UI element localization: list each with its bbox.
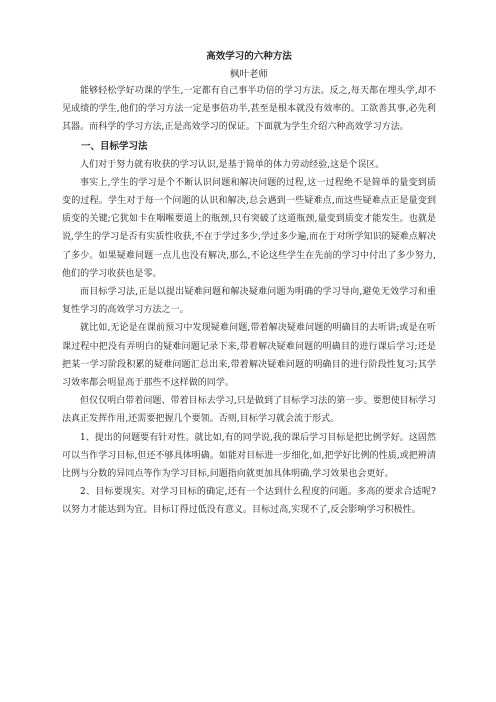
section-heading: 一、目标学习法 (81, 140, 148, 152)
document-page (62, 50, 436, 520)
document-title: 高效学习的六种方法 (206, 51, 292, 62)
intro-paragraph: 能够轻松学好功课的学生,一定都有自己事半功倍的学习方法。反之,每天都在埋头学,却不见成绩的学生,他们的学习方法一定是事倍功半,甚至是根本就没有效率的。工欲善其事,必先利其器。而科学的学习方法,正是高效学习的保证。下面就为学生介绍六种高效学习方法。 (62, 86, 436, 133)
body-paragraph: 就比如,无论是在课前预习中发现疑难问题,带着解决疑难问题的明确目的去听讲;或是在听课过程中把没有弄明白的疑难问题记录下来,带着解决疑难问题的明确目的进行课后学习;还是把某一学习阶段积累的疑难问题汇总出来,带着解决疑难问题的明确目的进行阶段性复习;其学习效率都会明显高于那些不这样做的同学。 (62, 323, 436, 389)
list-item-paragraph: 1、提出的问题要有针对性。就比如,有的同学说,我的课后学习目标是把比例学好。这固然可以当作学习目标,但还不够具体明确。如能对目标进一步细化,如,把学好比例的性质,或把辨清比例与分数的异同点等作为学习目标,问题指向就更加具体明确,学习效果也会更好。 (62, 432, 436, 480)
list-item-paragraph: 2、目标要现实。对学习目标的确定,还有一个达到什么程度的问题。多高的要求合适呢?以努力才能达到为宜。目标订得过低没有意义。目标过高,实现不了,反会影响学习积极性。 (62, 487, 436, 516)
document-author: 枫叶老师 (229, 69, 268, 80)
body-paragraph: 人们对于努力就有收获的学习认识,是基于简单的体力劳动经验,这是个误区。 (80, 159, 385, 170)
body-paragraph: 事实上,学生的学习是个不断认识问题和解决问题的过程,这一过程绝不是简单的量变到质变的过程。学生对于每一个问题的认识和解决,总会遇到一些疑难点,而这些疑难点正是量变到质变的关键;它犹如卡在咽喉要道上的瓶颈,只有突破了这道瓶颈,量变到质变才能发生。也就是说,学生的学习是否有实质性收获,不在于学过多少,学过多少遍,而在于对所学知识的疑难点解决了多少。如果疑难问题一点儿也没有解决,那么,不论这些学生在先前的学习中付出了多少努力,他们的学习收获也是零。 (62, 177, 436, 279)
body-paragraph: 而目标学习法,正是以提出疑难问题和解决疑难问题为明确的学习导向,避免无效学习和重复性学习的高效学习方法之一。 (62, 287, 436, 316)
body-paragraph: 但仅仅明白带着问题、带着目标去学习,只是做到了目标学习法的第一步。要想使目标学习法真正发挥作用,还需要把握几个要领。否则,目标学习就会流于形式。 (62, 396, 436, 425)
